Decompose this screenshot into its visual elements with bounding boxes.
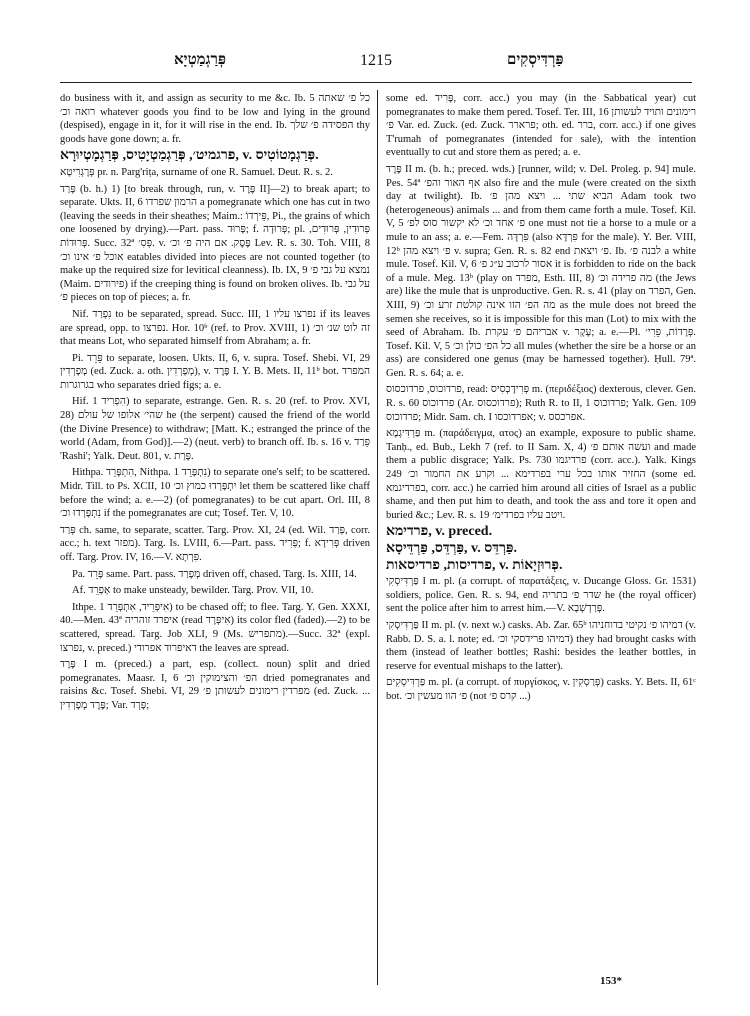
entry-paragraph: Pi. פֵּרֵד to separate, loosen. Ukts. II, 6, v. supra. Tosef. Shebi. VI, 29 מְפָרְדִין (ed. Zuck. a. oth. מְפָרְדִין), v. פֶּרֶד I. Y. B. Mets. II, 11ᵇ bot. המפרד בגרוגרות who separates dried figs; a. e. <box>60 352 370 391</box>
entry-paragraph: פֶּרֶד II m. (b. h.; preced. wds.) [runner, wild; v. Del. Proleg. p. 94] mule. Pes. 54ª אף האור והפ׳ also fire and the mule (were created on the sixth day at twilight). Ib. הביא שתי ... ויצא מהן פ׳ Adam took two (heterogeneous) animals ... and from them came forth a mule. Tosef. Kil. V, 5 פ׳ אחד וכ׳ לא יקשור סוס לפ׳ one must not tie a horse to a mule or a mule to an ass; a. e.—Fem. פִּרְדָּה (also פִּרְדָּא for the male). Y. Ber. VIII, 12ᵇ פ׳ ויצא מהן v. supra; Gen. R. s. 82 end פ׳ ויצאת. Ib. לבנה פ׳ a white mule. Tosef. Kil. V, 6 אסור לרכוב ע״ג פ׳ it is forbidden to ride on the back of a mule. Meg. 13ᵇ (play on מפרד, Esth. III, 8) מה פרידה וכ׳ (the Jews are) like the mule that is unproductive. Gen. R. s. 41 (play on הפרד, Gen. XIII, 9) מה הפ׳ הזו אינה קולטת זרע וכ׳ as the mule does not breed the semen she receives, so it is impossible for this man (Lot) to mix with the seed of Abraham. Ib. אבריהם פ׳ עקרת v. עָקָר; a. e.—Pl. פְּרָדוֹת, פֵּרִי׳. Tosef. Kil. V, 5 כל הפ׳ כולן וכ׳ all mules (whether the sire be a horse or an ass) are considered one genus (may be harnessed together). Ḥull. 79ª. Gen. R. s. 64; a. e. <box>386 163 696 379</box>
entry-paragraph: פרגמיט׳, פְּרַגְמַטְיָטִיס, פְּרַגְמָטְיוּרָא, v. פְּרַגְמָטוֹטִיס. <box>60 148 319 164</box>
page-number: 1215 <box>360 52 392 69</box>
page-header <box>60 52 692 74</box>
right-column <box>386 92 696 992</box>
entry-paragraph: Hif. הִפְרִיד 1) to separate, estrange. Gen. R. s. 20 (ref. to Prov. XVI, 28) שהי׳ אלופו של עולם he (the serpent) caused the friend of the world (the Divine Presence) to withdraw; [Matt. K.; estranged the prince of the world (Adam, from God)].—2) (neut. verb) to branch off. Ib. s. 16 v. פֵּרַד 'Rashi'; Yalk. Deut. 801, v. פָּרַת. <box>60 396 370 462</box>
left-column <box>60 92 370 992</box>
column-divider <box>377 90 378 985</box>
entry-paragraph: פַּרְדֵּס, פַּרְדֵּיסָא, v. פַּרְדֵּס. <box>386 541 517 556</box>
entry-paragraph: פְּרַד ch. same, to separate, scatter. Targ. Prov. XI, 24 (ed. Wil. פְּרַד, corr. acc.; h. text מפזר). Targ. Is. LVIII, 6.—Part. pass. פְּרִיד; f. פְּרִידָא driven off. Targ. Prov. IV, 16.—V. פִּרְתָא. <box>60 524 370 563</box>
entry-paragraph: Nif. נִפְרַד to be separated, spread. Succ. III, 1 נפרצו עליו if its leaves are spread, opp. to נפרצו. Hor. 10ᵇ (ref. to Prov. XVIII, 1) זה לוט שנ׳ וכ׳ that means Lot, who separated himself from Abraham; a. fr. <box>60 308 370 348</box>
entry-paragraph: פרדוכוס, פרדוכסוס, read: פְּרִידָכְסִיס m. (περιδέξιος) dexterous, clever. Gen. R. s. 60 פרדוכוס (Ar. פרדוכסוס); Ruth R. to II, 1 פרדוכוס; Yalk. Gen. 109 פרדוכוס; Midr. Sam. ch. I אפרדוכסו; v. אפרכסס. <box>386 384 696 423</box>
header-rule <box>60 82 692 83</box>
right-running-headword: פַּרְדִּיסְקִים <box>507 52 564 68</box>
entry-paragraph: Ithpe. אִיפְּרֵיד, אִתְפְּרֵד 1) to be chased off; to flee. Targ. Y. Gen. XXXI, 40.—Men. 43ª איפרד זוהריה (read אִיפְּרָד) its color fled (faded).—2) to be scattered, spread. Targ. Job XLI, 9 (Ms. מתפריש).—Succ. 32ª (expl. נפרצו, v. preced.) דאיפרוד אפרודי the leaves are spread. <box>60 601 370 654</box>
entry-paragraph: do business with it, and assign as security to me &c. Ib. 5 כל פ׳ שאתה רואה וכ׳ whatever goods you find to be low and lying in the ground (despised), engage in it, for it will rise in the end. Ib. הפסידה פ׳ שלך thy goods have gone down; a. fr. <box>60 93 370 145</box>
entry-paragraph: פֶּרֶד I m. (preced.) a part, esp. (collect. noun) split and dried pomegranates. Maasr. I, 6 הפ׳ והצימוקין וכ׳ dried pomegranates and raisins &c. Tosef. Shebi. VI, 29 מפרדין רימונים לעשותן פ׳ (ed. Zuck. ... פֶּרֶד מְפָרְדִין; Var. פָּרְד; <box>60 659 370 711</box>
entry-paragraph: פְּרָגְרִיטָא pr. n. Parg'riṭa, surname of one R. Samuel. Deut. R. s. 2. <box>60 166 333 178</box>
entry-paragraph: some ed. פָּרִיד, corr. acc.) you may (in the Sabbatical year) cut pomegranates to make them pered. Tosef. Ter. III, 16 רימונים ותויד לעשותן פ׳ Var. ed. Zuck. (ed. Zuck. פרארר; oth. ed. ברר, corr. acc.) if one gives T'rumah of pomegranates (intended for sale), with the intention eventually to cut and store them as pered; a. e. <box>386 93 696 159</box>
signature-mark: 153* <box>600 975 622 987</box>
entry-paragraph: Hithpa. הִתְפָּרֵד, Nithpa. נִתְפָּרֵד 1) to separate one's self; to be scattered. Midr. Till. to Ps. XCII, 10 יִתְפָּרְדוּ כמוץ וכ׳ let them be scattered like chaff before the wind; a. e.—2) (of pomegranates) to be cut apart. Orl. III, 8 נִתְפָּרְדוּ וכ׳ if the pomegranates are cut; Tosef. Ter. V, 10. <box>60 467 370 520</box>
entry-paragraph: Af. אַפְרֵד to make unsteady, bewilder. Targ. Prov. VII, 10. <box>72 585 314 597</box>
entry-paragraph: פַּרְדִּיגְמָא m. (παράδειγμα, ατος) an example, exposure to public shame. Tanḥ., ed. Bub., Lekh 7 (ref. to II Sam. X, 4) ועשה אותם פ׳ and made them a public disgrace; Yalk. Ps. 730 פרדיגמו (corr. acc.). Yalk. Kings 249 החזיר אותו בכל ערי בפרדימא ... וקרע את החמור וכ׳ (some ed. בפרדיגמא, corr. acc.) he carried him around all cities of Israel as a public shame, and then put him to death, and took the ass and tore it open and buried &c.; Lev. R. s. 19 ויטב עליו בפרדימ׳. <box>386 428 696 521</box>
entry-paragraph: Pa. פָּרֵד same. Part. pass. מְפָרַד driven off, chased. Targ. Is. XIII, 14. <box>72 568 357 580</box>
entry-paragraph: פַּרְדִּיסְקִי I m. pl. (a corrupt. of παρατάξεις, v. Ducange Gloss. Gr. 1531) soldiers, police. Gen. R. s. 94, end שדר פ׳ בתריה he (the royal officer) sent the police after him to arrest him.—V. פְּרַדְשְׁבָא. <box>386 576 696 615</box>
left-running-headword: פְּרַגְמַטְיָא <box>174 52 226 68</box>
entry-paragraph: פָּרַד (b. h.) 1) [to break through, run, v. פֶּרֶד II]—2) to break apart; to separate. Ukts. II, 6 הרמון שפרדו a pomegranate which one has cut in two (leaving the seeds in their sheathes; Maim.: פֵּירְדוֹ, Pi., the grains of which one loosened by drying).—Part. pass. פָּרוּד; f. פְּרוּדָה; pl. פְּרוּדִין, פְּרוּדִים, פְּרוּדוֹת. Succ. 32ª פְּסִ׳. v. פֶּסֶק. אם היה פ׳ וכ׳ Lev. R. s. 30. Toh. VIII, 8 אוכל פ׳ אינו וכ׳ eatables divided into pieces are not counted together (to make up the required size for levitical cleanness). Ib. IX, 9 נמצא על גבי פ׳ (Maim. פירודים) if the creeping thing is found on broken olives. Ib. על גבי פ׳ pieces on top of pieces; a. fr. <box>60 183 370 304</box>
entry-paragraph: פַּרְדִּיסְקִים m. pl. (a corrupt. of πυργίσκος, v. פְּרַסְקִין) casks. Y. Bets. II, 61ᶜ bot. פ׳ הוו מעשין וכ׳ (not קרס פ׳ ...) <box>386 677 696 702</box>
entry-paragraph: פרדיסות, פרדיסאות, v. פְּרוּזְיָאוֹת. <box>386 557 563 573</box>
entry-paragraph: פרדימא, v. preced. <box>386 524 493 540</box>
entry-paragraph: פַּרְדִּיסְקִי II m. pl. (v. next w.) casks. Ab. Zar. 65ᵇ דמיהו פ׳ נקיטי בדוחניהו (v. Rabb. D. S. a. l. note; ed. דמיהו פרידסקי וכ׳) they had brought casks with them (instead of leather bottles; Rashi: besides the leather bottles, in reserve for eventual mishaps to the latter). <box>386 619 696 672</box>
